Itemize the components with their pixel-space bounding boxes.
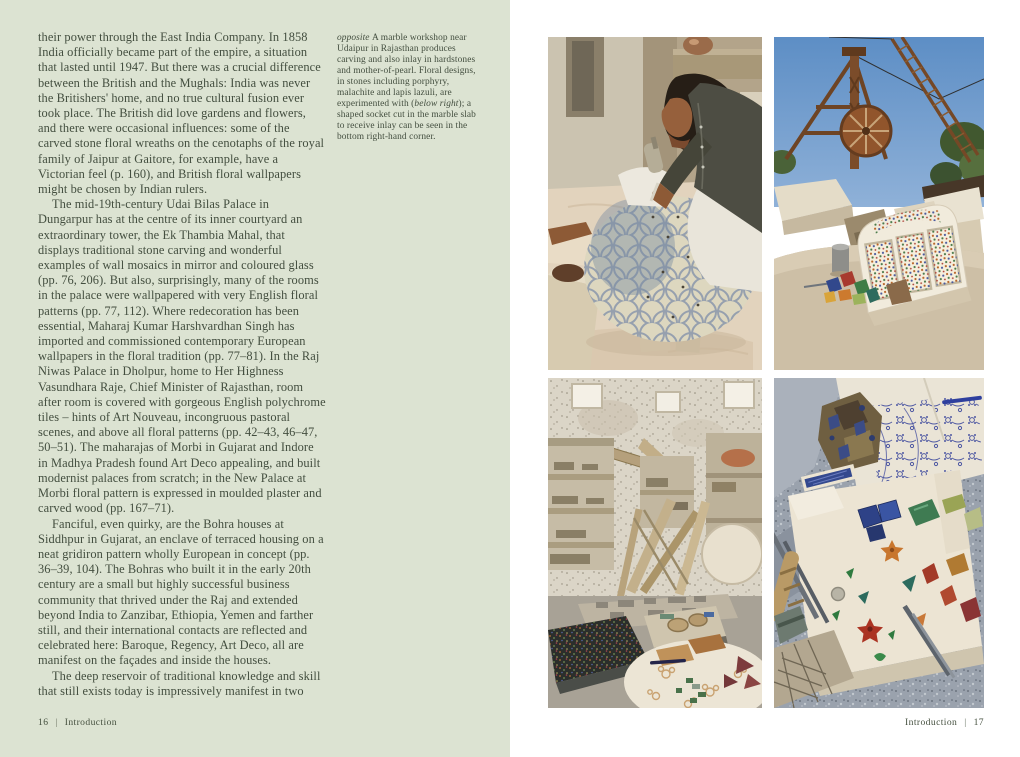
body-paragraph: The mid-19th-century Udai Bilas Palace in Dungarpur has at the centre of its inner courtyard an extraordinary tower, the Ek Thambia Mahal, that displays traditional stone carving and wonderful examples of wall mosaics in mirror and coloured glass (pp. 76, 206). But also, surprisingly, many of the rooms in the palace were wallpapered with very English floral patterns (pp. 77, 112). Where redecoration has been essential, Maharaj Kumar Harshvardhan Singh has imported and commissioned contemporary European wallpapers in the floral tradition (pp. 77–81). In the Raj Niwas Palace in Dholpur, home to Her Highness Vasundhara Raje, Chief Minister of Rajasthan, room after room is covered with gorgeous English polychrome tiles – hints of Art Nouveau, incongruous pastoral scenes, and above all floral patterns (pp. 42–43, 46–47, 50–51). The maharajas of Morbi in Gujarat and Indore in Madhya Pradesh found Art Deco appealing, and built modernist palaces from scratch; in the New Palace at Morbi floral pattern is expressed in moulded plaster and carved wood (pp. 167–71). [38, 197, 326, 516]
photo-workshop-interior [548, 378, 762, 708]
caption-text: below right [414, 99, 459, 109]
footer-left [38, 717, 117, 728]
footer-separator: | [55, 717, 58, 728]
photo-crane-yard [774, 37, 984, 370]
footer-section-label: Introduction [905, 717, 958, 728]
caption-text: A marble workshop near Udaipur in Rajasthan produces carving and also inlay in hardstones and mother-of-pearl. Floral designs, in stones including porphyry, malachite and lapis lazuli, are experimented with ( [337, 33, 476, 109]
right-page [510, 0, 1020, 757]
body-paragraph: Fanciful, even quirky, are the Bohra houses at Siddhpur in Gujarat, an enclave of terraced housing on a neat gridiron pattern wholly European in concept (pp. 36–39, 104). The Bohras who built it in the early 20th century are a small but highly successful business community that thrived under the Raj and extended beyond India to Zanzibar, Ethiopia, Yemen and farther still, and their international contacts are reflected and celebrated here: Baroque, Regency, Art Deco, all are manifest on the façades and inside the houses. [38, 516, 324, 668]
page-number: 17 [973, 717, 984, 728]
body-paragraph: The deep reservoir of traditional knowledge and skill that still exists today is impressively manifest in two [38, 668, 321, 698]
footer-section-label: Introduction [64, 717, 117, 728]
photo-caption [337, 33, 485, 143]
photo-inlay-detail [774, 378, 984, 708]
caption-text: ); a shaped socket cut in the marble slab to receive inlay can be seen in the bottom right-hand corner. [337, 99, 476, 142]
footer-separator: | [964, 717, 967, 728]
page-number: 16 [38, 717, 49, 728]
caption-text: opposite [337, 33, 373, 43]
body-text [38, 30, 326, 699]
footer-right [905, 717, 984, 728]
body-paragraph: their power through the East India Company. In 1858 India officially became part of the empire, a situation that lasted until 1947. But there was a crucial difference between the British and the Mughals: India was never the Britishers' home, and no true cultural fusion ever took place. The British did love gardens and flowers, and there were occasional influences: some of the carved stone floral wreaths on the cenotaphs of the royal family of Jaipur at Gaitore, for example, have a Victorian feel (p. 160), and British floral wallpapers might be chosen by Indian rulers. [38, 30, 325, 197]
photo-marble-carver [548, 37, 762, 370]
